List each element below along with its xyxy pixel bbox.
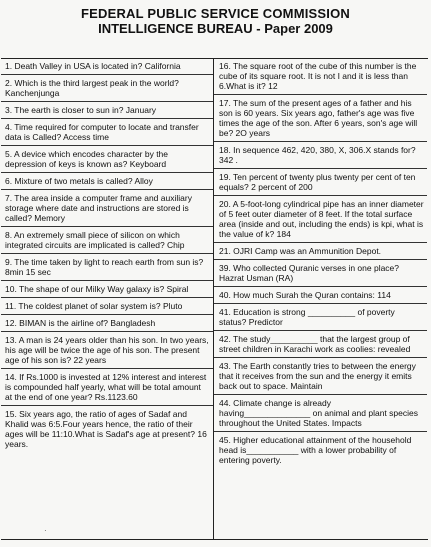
- question-item: 3. The earth is closer to sun in? January: [5, 105, 157, 115]
- question-item: 41. Education is strong __________ of poverty status? Predictor: [219, 307, 395, 327]
- row-divider: [214, 141, 427, 142]
- paper-header: [0, 0, 431, 36]
- left-question-column: [1, 59, 214, 539]
- question-item: 15. Six years ago, the ratio of ages of Sadaf and Khalid was 6:5.Four years hence, the ratio of their ages will be 11:10.What is Sadaf's age at present? 16 years.: [5, 409, 207, 449]
- row-divider: [1, 172, 213, 173]
- row-divider: [214, 195, 427, 196]
- row-divider: [1, 118, 213, 119]
- row-divider: [1, 226, 213, 227]
- question-item: 4. Time required for computer to locate and transfer data is Called? Access time: [5, 122, 199, 142]
- row-divider: [1, 314, 213, 315]
- question-item: 9. The time taken by light to reach earth from sun is? 8min 15 sec: [5, 257, 204, 277]
- row-divider: [214, 286, 427, 287]
- row-divider: [1, 189, 213, 190]
- row-divider: [214, 394, 427, 395]
- row-divider: [1, 253, 213, 254]
- question-item: 44. Climate change is already having______________ on animal and plant species throughout the United States. Impacts: [219, 398, 418, 428]
- row-divider: [214, 259, 427, 260]
- row-divider: [214, 357, 427, 358]
- row-divider: [214, 168, 427, 169]
- question-item: 40. How much Surah the Quran contains: 114: [219, 290, 391, 300]
- question-item: 7. The area inside a computer frame and auxiliary storage where date and instructions are stored is called? Memory: [5, 193, 192, 223]
- question-item: 43. The Earth constantly tries to between the energy that it receives from the sun and the energy it emits back out to space. Maintain: [219, 361, 416, 391]
- question-item: 19. Ten percent of twenty plus twenty per cent of ten equals? 2 percent of 200: [219, 172, 416, 192]
- question-item: 14. If Rs.1000 is invested at 12% interest and interest is compounded half yearly, what will be total amount at the end of one year? Rs.1123.60: [5, 372, 207, 402]
- question-item: 20. A 5-foot-long cylindrical pipe has an inner diameter of 5 feet outer diameter of 8 feet. If the total surface area (inside and out, including the ends) is kpi, what is the value of k? 184: [219, 199, 424, 239]
- commission-title: FEDERAL PUBLIC SERVICE COMMISSION: [80, 6, 351, 21]
- row-divider: [214, 330, 427, 331]
- question-item: 8. An extremely small piece of silicon on which integrated circuits are implicated is called? Chip: [5, 230, 185, 250]
- row-divider: [214, 242, 427, 243]
- question-item: 11. The coldest planet of solar system is? Pluto: [5, 301, 183, 311]
- paper-title: INTELLIGENCE BUREAU - Paper 2009: [98, 21, 333, 36]
- row-divider: [214, 94, 427, 95]
- question-item: 10. The shape of our Milky Way galaxy is? Spiral: [5, 284, 189, 294]
- question-item: 13. A man is 24 years older than his son. In two years, his age will be twice the age of his son. The present age of his son is? 22 years: [5, 335, 209, 365]
- question-item: 39. Who collected Quranic verses in one place? Hazrat Usman (RA): [219, 263, 400, 283]
- right-question-column: [214, 59, 427, 539]
- questions-table: [1, 58, 428, 540]
- question-item: 42. The study__________ that the largest group of street children in Karachi work as coolies: revealed: [219, 334, 411, 354]
- question-item: 6. Mixture of two metals is called? Alloy: [5, 176, 153, 186]
- row-divider: [1, 368, 213, 369]
- question-item: 18. In sequence 462, 420, 380, X, 306.X stands for?342 .: [219, 145, 416, 165]
- row-divider: [1, 297, 213, 298]
- row-divider: [1, 405, 213, 406]
- question-item: 1. Death Valley in USA is located in? California: [5, 61, 181, 71]
- row-divider: [1, 101, 213, 102]
- question-item: 12. BIMAN is the airline of? Bangladesh: [5, 318, 156, 328]
- row-divider: [1, 280, 213, 281]
- scan-speck: ·: [44, 526, 47, 535]
- row-divider: [214, 431, 427, 432]
- question-item: 5. A device which encodes character by the depression of keys is known as? Keyboard: [5, 149, 169, 169]
- question-item: 2. Which is the third largest peak in the world? Kanchenjunga: [5, 78, 179, 98]
- row-divider: [1, 145, 213, 146]
- question-item: 45. Higher educational attainment of the household head is___________ with a lower probability of entering poverty.: [219, 435, 412, 465]
- question-item: 21. OJRI Camp was an Ammunition Depot.: [219, 246, 382, 256]
- row-divider: [214, 303, 427, 304]
- row-divider: [1, 74, 213, 75]
- question-item: 17. The sum of the present ages of a father and his son is 60 years. Six years ago, father's age was five times the age of the son. After 6 years, son's age will be? 2O years: [219, 98, 418, 138]
- question-item: 16. The square root of the cube of this number is the cube of its square root. It is not I and it is less than 6.What is it? 12: [219, 61, 417, 91]
- row-divider: [1, 331, 213, 332]
